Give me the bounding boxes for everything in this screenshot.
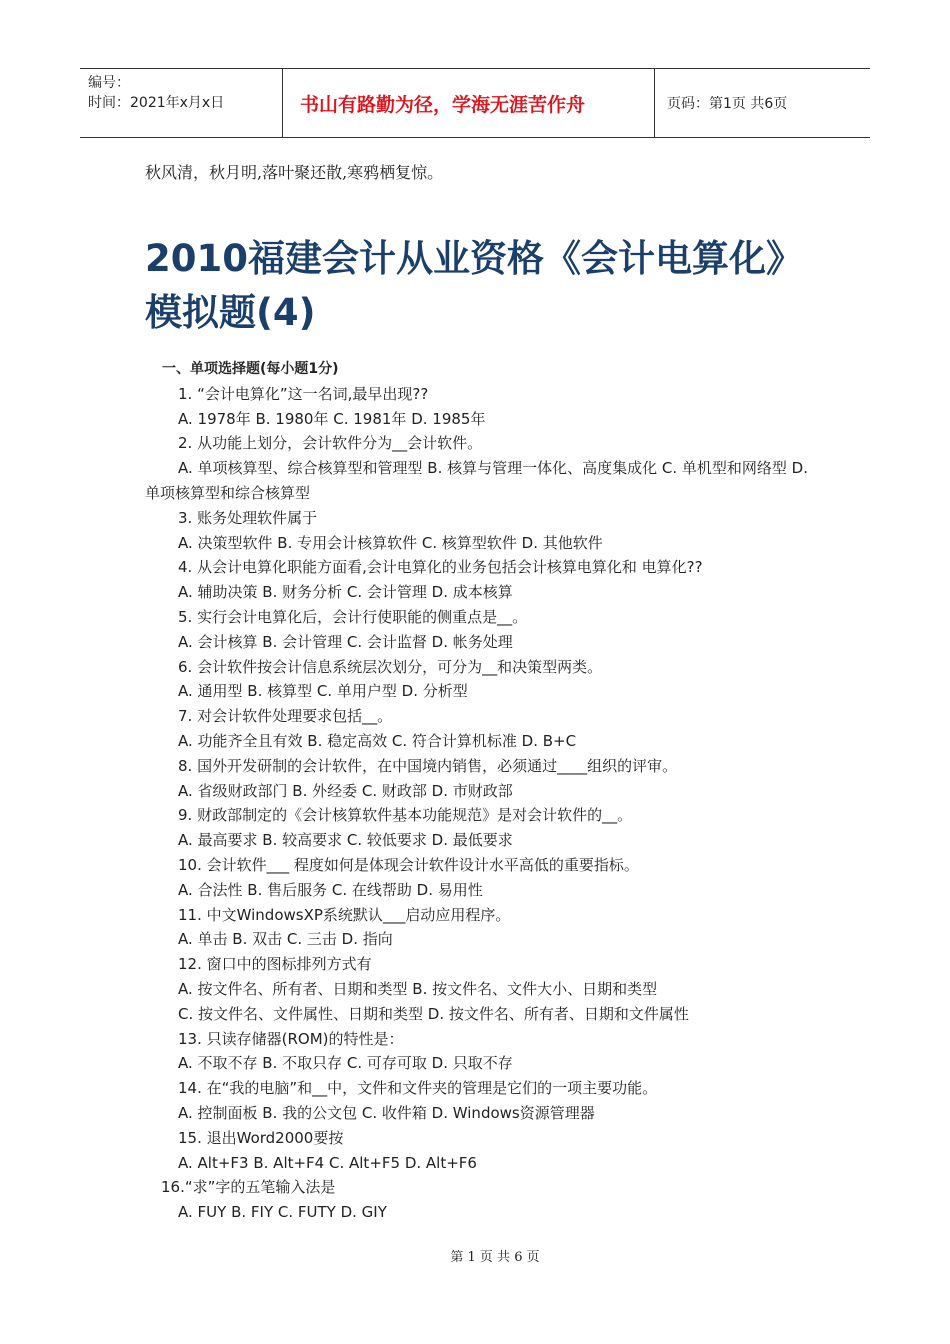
question-options: A. 控制面板 B. 我的公文包 C. 收件箱 D. Windows资源管理器	[178, 1103, 595, 1122]
question-text: 4. 从会计电算化职能方面看,会计电算化的业务包括会计核算电算化和 电算化??	[178, 558, 703, 577]
question-text: 10. 会计软件___ 程度如何是体现会计软件设计水平高低的重要指标。	[178, 855, 639, 874]
question-options: A. 辅助决策 B. 财务分析 C. 会计管理 D. 成本核算	[178, 583, 513, 602]
question-text: 15. 退出Word2000要按	[178, 1128, 344, 1147]
question-options: A. 最高要求 B. 较高要求 C. 较低要求 D. 最低要求	[178, 831, 513, 850]
question-options: A. 会计核算 B. 会计管理 C. 会计监督 D. 帐务处理	[178, 632, 513, 651]
question-options: A. 功能齐全且有效 B. 稳定高效 C. 符合计算机标准 D. B+C	[178, 731, 577, 750]
poem-line: 秋风清，秋月明,落叶聚还散,寒鸦栖复惊。	[145, 163, 444, 182]
question-text: 2. 从功能上划分，会计软件分为__会计软件。	[178, 434, 483, 453]
header-meta	[80, 69, 282, 137]
question-options: A. 单项核算型、综合核算型和管理型 B. 核算与管理一体化、高度集成化 C. 单机型和网络型 D. 单项核算型和综合核算型	[145, 459, 808, 502]
question-text: 16.“求”字的五笔输入法是	[161, 1178, 336, 1197]
question-text: 12. 窗口中的图标排列方式有	[178, 955, 372, 974]
document-title: 2010福建会计从业资格《会计电算化》模拟题(4)	[145, 237, 803, 334]
question-options: A. 决策型软件 B. 专用会计核算软件 C. 核算型软件 D. 其他软件	[178, 533, 603, 552]
number-label: 编号：	[88, 75, 130, 91]
page-header	[80, 68, 870, 138]
question-text: 9. 财政部制定的《会计核算软件基本功能规范》是对会计软件的__。	[178, 806, 633, 825]
question-options: A. Alt+F3 B. Alt+F4 C. Alt+F5 D. Alt+F6	[178, 1153, 477, 1172]
question-text: 11. 中文WindowsXP系统默认___启动应用程序。	[178, 905, 511, 924]
question-options: A. 通用型 B. 核算型 C. 单用户型 D. 分析型	[178, 682, 468, 701]
question-text: 8. 国外开发研制的会计软件，在中国境内销售，必须通过____组织的评审。	[178, 756, 678, 775]
question-options: A. 不取不存 B. 不取只存 C. 可存可取 D. 只取不存	[178, 1054, 513, 1073]
question-options: A. 1978年 B. 1980年 C. 1981年 D. 1985年	[178, 409, 486, 428]
question-list	[145, 357, 815, 1225]
question-text: 13. 只读存储器(ROM)的特性是：	[178, 1029, 404, 1048]
question-options: A. 合法性 B. 售后服务 C. 在线帮助 D. 易用性	[178, 880, 483, 899]
question-text: 7. 对会计软件处理要求包括__。	[178, 707, 393, 726]
question-text: 14. 在“我的电脑”和__中，文件和文件夹的管理是它们的一项主要功能。	[178, 1079, 658, 1098]
question-options: A. FUY B. FIY C. FUTY D. GIY	[178, 1203, 387, 1222]
question-text: 1. “会计电算化”这一名词,最早出现??	[178, 384, 429, 403]
question-text: 6. 会计软件按会计信息系统层次划分，可分为__和决策型两类。	[178, 657, 603, 676]
question-options: A. 按文件名、所有者、日期和类型 B. 按文件名、文件大小、日期和类型	[178, 979, 658, 998]
question-options: C. 按文件名、文件属性、日期和类型 D. 按文件名、所有者、日期和文件属性	[178, 1004, 689, 1023]
page-footer: 第 1 页 共 6 页	[450, 1250, 540, 1265]
question-options: A. 省级财政部门 B. 外经委 C. 财政部 D. 市财政部	[178, 781, 513, 800]
time-label: 时间：2021年x月x日	[88, 95, 225, 111]
header-motto: 书山有路勤为径，学海无涯苦作舟	[282, 69, 655, 137]
question-text: 3. 账务处理软件属于	[178, 508, 318, 527]
header-page-info: 页码：第1页 共6页	[667, 96, 788, 112]
question-options: A. 单击 B. 双击 C. 三击 D. 指向	[178, 930, 393, 949]
section-title: 一、单项选择题(每小题1分)	[162, 361, 339, 377]
question-text: 5. 实行会计电算化后，会计行使职能的侧重点是__。	[178, 607, 528, 626]
